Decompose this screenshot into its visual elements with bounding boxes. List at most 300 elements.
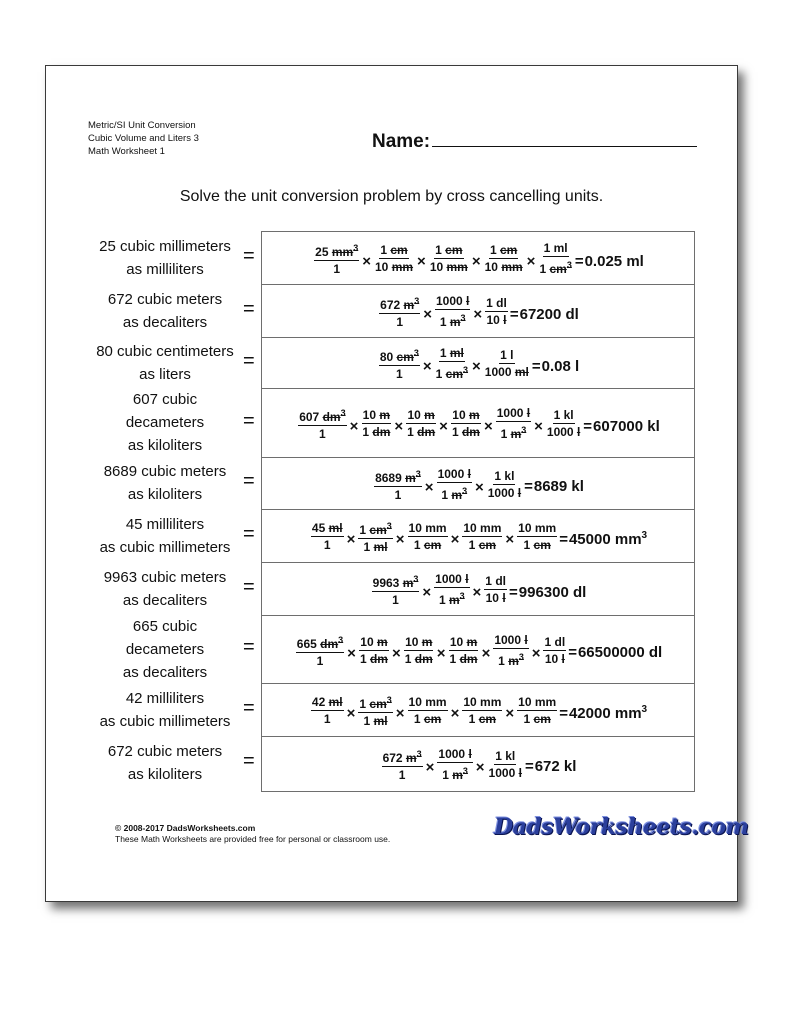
answer <box>583 413 660 435</box>
fraction <box>402 635 436 666</box>
cancelled-unit <box>377 635 388 649</box>
term-text: 9963 <box>372 576 400 590</box>
term <box>425 521 446 535</box>
term-text: 1 <box>392 593 399 607</box>
term <box>375 260 388 274</box>
term <box>405 635 418 649</box>
term-text: ml <box>553 241 568 255</box>
denominator <box>323 537 332 552</box>
term <box>469 712 476 726</box>
term-text: 42 <box>311 695 326 709</box>
conversion-expression <box>370 572 587 607</box>
cancelled-unit <box>450 346 464 360</box>
term <box>359 697 366 711</box>
term-text: ml <box>328 521 343 535</box>
term-text: cm <box>369 523 387 537</box>
term <box>564 408 574 422</box>
term-text: dm <box>459 651 478 666</box>
cancelled-unit <box>511 427 527 441</box>
answer-value: 66500000 <box>577 644 645 661</box>
term-text: m <box>508 653 519 668</box>
meta-line-worksheet: Math Worksheet 1 <box>88 146 165 157</box>
term-text: m <box>468 408 480 422</box>
problem-row <box>46 388 737 457</box>
term-text: ml <box>514 365 529 379</box>
term-text: 672 <box>382 750 403 765</box>
description-line: as decaliters <box>122 313 208 331</box>
cancelled-unit <box>390 243 407 257</box>
denominator <box>406 424 436 439</box>
numerator <box>437 747 472 763</box>
term-text: 1 <box>333 262 341 276</box>
term <box>500 348 507 362</box>
times-icon: × <box>346 531 356 548</box>
cancelled-unit <box>372 425 390 439</box>
term <box>440 315 447 329</box>
term-text: mm <box>425 695 447 709</box>
fraction <box>309 695 346 726</box>
answer <box>559 525 647 548</box>
answer-equals: = <box>559 705 568 722</box>
denominator <box>404 651 434 666</box>
term-text: cm <box>390 243 408 257</box>
times-icon: × <box>534 418 543 435</box>
problem-description <box>88 340 242 386</box>
denominator <box>395 366 404 381</box>
fraction <box>515 695 559 726</box>
term <box>436 294 463 308</box>
fraction <box>404 408 438 439</box>
term <box>364 540 371 554</box>
description-line: decameters <box>125 414 205 431</box>
term-text: cm <box>423 538 442 552</box>
term <box>380 298 400 312</box>
term-text: 25 <box>315 245 329 259</box>
term-text: 607 <box>299 410 320 424</box>
times-icon: × <box>450 531 460 548</box>
term <box>518 695 531 709</box>
times-icon: × <box>346 705 356 722</box>
term-text: 8689 <box>375 470 402 485</box>
fraction <box>377 346 422 381</box>
exponent: 3 <box>386 521 392 531</box>
numerator <box>494 749 516 765</box>
denominator <box>546 424 581 439</box>
term-text: 1 <box>413 712 421 726</box>
problem-row <box>46 284 737 337</box>
denominator <box>438 588 466 607</box>
numerator <box>449 635 478 651</box>
term <box>430 260 443 274</box>
cancelled-unit <box>534 538 551 552</box>
term-text: dm <box>320 636 339 651</box>
denominator <box>468 537 497 552</box>
term <box>486 591 499 605</box>
term-text: 1 <box>441 487 449 502</box>
description-line: 25 cubic millimeters <box>99 237 231 255</box>
term-text: 1 <box>359 697 367 711</box>
answer <box>510 301 579 323</box>
answer-unit: kl <box>647 417 660 435</box>
fraction <box>433 294 472 329</box>
fraction <box>433 346 471 381</box>
conversion-expression <box>372 467 584 502</box>
term-text: 10 <box>485 591 499 605</box>
term <box>544 635 551 649</box>
times-icon: × <box>417 253 426 270</box>
answer-unit: dl <box>573 583 587 601</box>
term-text: 665 <box>296 636 317 651</box>
term-text: 1 <box>486 296 493 310</box>
cancelled-unit <box>449 593 465 607</box>
cancelled-unit <box>479 712 496 726</box>
term-text: 1000 <box>546 425 574 439</box>
cancelled-unit <box>404 298 420 312</box>
times-icon: × <box>424 478 434 496</box>
name-field[interactable] <box>372 128 697 153</box>
fraction <box>312 241 361 276</box>
fraction <box>460 695 504 726</box>
fraction <box>432 572 471 607</box>
term-text: m <box>379 408 391 422</box>
equals-sign: = <box>243 470 255 492</box>
cancelled-unit <box>460 652 478 666</box>
fraction <box>485 469 524 500</box>
numerator <box>362 408 391 424</box>
fraction <box>435 467 474 502</box>
fraction <box>486 749 525 780</box>
term-text: 1 <box>407 425 414 439</box>
fraction <box>370 572 422 607</box>
term-text: 1 <box>323 538 331 552</box>
term-text: cm <box>423 712 442 726</box>
cancelled-unit <box>467 635 478 649</box>
name-label: Name: <box>372 131 431 152</box>
term-text: dm <box>417 425 436 439</box>
numerator <box>517 695 557 711</box>
answer <box>568 639 662 661</box>
cancelled-unit <box>374 714 388 728</box>
problem-description <box>88 615 242 684</box>
conversion-expression <box>312 241 644 276</box>
term <box>409 521 422 535</box>
term-text: 1 <box>442 767 449 782</box>
term <box>523 712 530 726</box>
numerator <box>543 241 569 257</box>
conversion-expression <box>294 633 662 668</box>
solution-box <box>261 509 695 563</box>
term-text: 1000 <box>435 294 463 308</box>
term <box>486 296 493 310</box>
fraction <box>541 635 568 666</box>
exponent: 3 <box>413 574 419 584</box>
term-text: ml <box>449 346 464 360</box>
term-text: dl <box>495 574 506 588</box>
numerator <box>493 469 515 485</box>
term <box>442 768 449 782</box>
problem-row <box>46 736 737 790</box>
denominator <box>497 649 525 668</box>
term-text: 1 <box>435 367 443 381</box>
term-text: cm <box>445 367 464 381</box>
term-text: 10 <box>463 695 477 709</box>
term-text: 1 <box>359 523 367 537</box>
term <box>360 652 367 666</box>
fraction <box>482 243 526 274</box>
times-icon: × <box>505 531 515 548</box>
description-line: as kiloliters <box>127 437 203 454</box>
solution-box <box>261 231 695 285</box>
term <box>497 406 524 420</box>
times-icon: × <box>481 644 491 662</box>
exponent: 3 <box>463 365 469 375</box>
numerator <box>374 467 422 487</box>
times-icon: × <box>395 531 405 548</box>
cancelled-unit <box>450 315 466 329</box>
cancelled-unit <box>519 766 522 780</box>
term-text: ml <box>373 714 388 728</box>
numerator <box>485 296 508 312</box>
term-text: m <box>451 487 463 502</box>
times-icon: × <box>526 253 536 270</box>
cancelled-unit <box>424 538 441 552</box>
numerator <box>298 406 346 426</box>
fraction <box>309 521 346 552</box>
term-text: m <box>421 634 433 649</box>
answer-equals: = <box>559 531 568 548</box>
answer-value: 0.08 <box>541 357 571 375</box>
numerator <box>435 294 470 310</box>
denominator <box>544 651 566 666</box>
fraction <box>357 635 391 666</box>
term-text: 1 <box>319 427 326 441</box>
term <box>554 241 568 255</box>
term-text: l <box>524 632 528 647</box>
cancelled-unit <box>534 712 551 726</box>
cancelled-unit <box>422 635 433 649</box>
term-text: 10 <box>362 408 377 422</box>
numerator <box>553 408 575 424</box>
term <box>425 695 446 709</box>
problem-description <box>88 235 242 281</box>
exponent: 3 <box>386 695 392 705</box>
fraction <box>406 521 450 552</box>
numerator <box>311 695 344 711</box>
term-text: 1 <box>485 574 492 588</box>
fraction <box>482 574 509 605</box>
exponent: 3 <box>413 348 419 358</box>
denominator <box>439 310 467 329</box>
times-icon: × <box>395 705 405 722</box>
description-line: as decaliters <box>122 591 208 609</box>
term <box>439 593 446 607</box>
term-text: cm <box>478 712 497 726</box>
term-text: mm <box>480 695 502 709</box>
term <box>407 425 414 439</box>
description-line: 665 cubic <box>132 617 198 635</box>
term <box>360 635 373 649</box>
exponent: 3 <box>459 591 465 601</box>
term <box>312 521 325 535</box>
times-icon: × <box>505 705 515 722</box>
term <box>450 635 463 649</box>
denominator <box>522 711 551 726</box>
term <box>535 695 556 709</box>
term-text: 10 <box>429 260 444 274</box>
term <box>545 652 558 666</box>
equals-sign: = <box>243 522 255 545</box>
answer-value: 42000 <box>568 705 611 722</box>
numerator <box>543 635 566 651</box>
term-text: 1 <box>449 651 457 666</box>
problem-description <box>88 460 242 506</box>
exponent: 3 <box>460 313 466 323</box>
cancelled-unit <box>500 243 517 257</box>
term <box>496 296 507 310</box>
term-text: 1 <box>396 367 403 381</box>
cancelled-unit <box>577 425 580 439</box>
term <box>510 348 513 362</box>
term-text: 1000 <box>435 572 462 586</box>
term-text: m <box>402 576 414 590</box>
term-text: 10 <box>484 260 498 274</box>
cancelled-unit <box>479 538 496 552</box>
term-text: 1 <box>498 653 505 668</box>
term-text: 10 <box>486 313 500 327</box>
cancelled-unit <box>374 540 388 554</box>
term-text: 10 <box>544 651 559 666</box>
term <box>435 572 462 586</box>
denominator <box>435 362 469 381</box>
cancelled-unit <box>518 486 521 500</box>
cancelled-unit <box>405 748 422 765</box>
term <box>333 262 340 276</box>
term <box>324 712 331 726</box>
answer-value: 607000 <box>593 417 644 435</box>
term-text: dl <box>496 296 507 310</box>
numerator <box>408 521 448 537</box>
denominator <box>449 651 479 666</box>
term-text: 10 <box>407 408 421 422</box>
times-icon: × <box>531 644 541 662</box>
numerator <box>499 348 514 364</box>
term-text: 1 <box>398 767 406 782</box>
denominator <box>323 711 332 726</box>
term <box>312 695 325 709</box>
fraction <box>377 294 422 329</box>
numerator <box>462 695 502 711</box>
term-text: 672 <box>380 298 401 312</box>
denominator <box>485 590 507 605</box>
answer <box>509 579 586 601</box>
answer-equals: = <box>509 583 518 601</box>
name-underline[interactable] <box>432 128 697 147</box>
fraction <box>460 521 504 552</box>
term-text: cm <box>533 712 551 726</box>
worksheet-page <box>45 65 749 902</box>
cancelled-unit <box>369 523 391 537</box>
problem-row <box>46 562 737 615</box>
term <box>395 488 402 502</box>
cancelled-unit <box>462 425 480 439</box>
term <box>414 538 421 552</box>
denominator <box>429 259 469 274</box>
numerator <box>451 408 480 424</box>
description-line: as cubic millimeters <box>99 538 231 556</box>
term-text: kl <box>504 468 515 483</box>
term <box>396 315 403 329</box>
term-text: 1 <box>539 262 547 276</box>
equals-sign: = <box>243 636 255 658</box>
footer <box>115 823 390 845</box>
numerator <box>404 635 433 651</box>
fraction <box>372 467 424 502</box>
times-icon: × <box>472 584 482 601</box>
times-icon: × <box>472 358 481 375</box>
term <box>544 241 551 255</box>
problem-row <box>46 683 737 736</box>
term-text: 1 <box>451 425 459 439</box>
cancelled-unit <box>415 652 433 666</box>
problem-description <box>88 740 242 786</box>
times-icon: × <box>474 478 484 496</box>
fraction <box>356 693 394 728</box>
term-text: 10 <box>360 634 374 649</box>
term <box>494 469 501 483</box>
fraction <box>447 635 481 666</box>
description-line: 42 milliliters <box>125 689 205 707</box>
times-icon: × <box>471 253 481 270</box>
numerator <box>379 243 408 259</box>
cancelled-unit <box>515 365 529 379</box>
conversion-expression <box>377 294 579 329</box>
term <box>555 635 566 649</box>
cancelled-unit <box>392 260 413 274</box>
answer-unit: kl <box>571 478 584 495</box>
footer-note: These Math Worksheets are provided free for personal or classroom use. <box>115 834 391 844</box>
numerator <box>439 346 465 362</box>
answer-value: 45000 <box>568 531 611 548</box>
description-line: 607 cubic <box>132 391 198 408</box>
meta-line-topic: Cubic Volume and Liters 3 <box>88 133 199 144</box>
numerator <box>489 243 518 259</box>
solution-box <box>261 562 695 616</box>
term-text: 1 <box>553 408 561 422</box>
answer-unit: dl <box>648 644 663 661</box>
term-text: 1 <box>404 651 412 666</box>
answer-equals: = <box>509 305 519 323</box>
solution-box <box>261 615 695 684</box>
term-text: ml <box>373 540 388 554</box>
term-text: kl <box>505 748 516 763</box>
term-text: l <box>518 765 522 780</box>
numerator <box>359 635 388 651</box>
cancelled-unit <box>379 408 390 422</box>
term-text: m <box>449 315 461 329</box>
term-text: 1 <box>495 748 502 763</box>
answer-unit: ml <box>626 252 644 270</box>
term-text: 1 <box>494 468 502 483</box>
term-text: l <box>503 313 507 327</box>
cancelled-unit <box>320 634 344 651</box>
exponent: 3 <box>521 425 527 435</box>
term-text: 1 <box>468 712 476 726</box>
term-text: m <box>452 767 463 782</box>
cancelled-unit <box>370 652 388 666</box>
term-text: l <box>467 466 471 481</box>
fraction <box>372 243 416 274</box>
term-text: mm <box>446 260 468 274</box>
